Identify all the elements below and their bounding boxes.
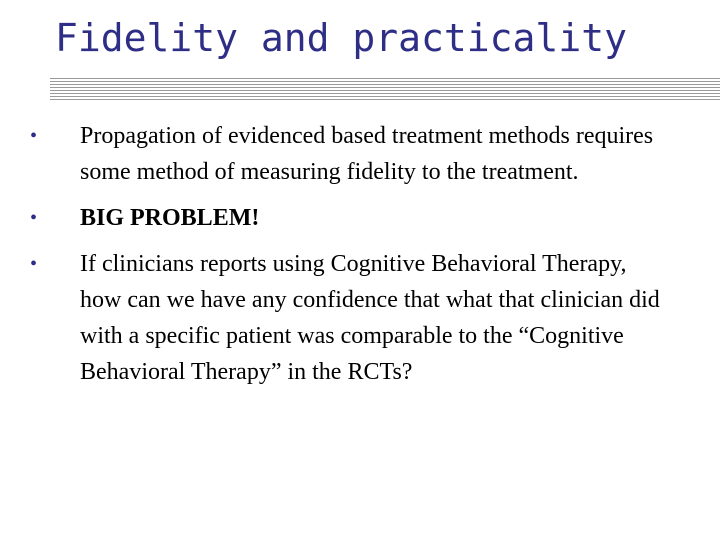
bullet-list <box>30 118 670 400</box>
bullet-item <box>30 200 670 236</box>
title-underline-rules <box>50 78 720 102</box>
rule-line <box>50 87 720 88</box>
bullet-text: If clinicians reports using Cognitive Behavioral Therapy, how can we have any confidence that what that clinician did with a specific patient was comparable to the “Cognitive Behavioral Therapy” in the RCTs? <box>80 251 660 385</box>
bullet-text: BIG PROBLEM! <box>80 205 260 231</box>
rule-line <box>50 78 720 79</box>
slide-title: Fidelity and practicality <box>55 16 627 60</box>
bullet-item <box>30 246 670 390</box>
rule-line <box>50 93 720 94</box>
bullet-marker: • <box>30 125 38 147</box>
bullet-marker: • <box>30 207 38 229</box>
rule-line <box>50 99 720 100</box>
rule-line <box>50 84 720 85</box>
rule-line <box>50 90 720 91</box>
bullet-item <box>30 118 670 190</box>
rule-line <box>50 81 720 82</box>
bullet-text: Propagation of evidenced based treatment methods requires some method of measuring fidelity to the treatment. <box>80 123 654 185</box>
rule-line <box>50 96 720 97</box>
bullet-marker: • <box>30 253 38 275</box>
